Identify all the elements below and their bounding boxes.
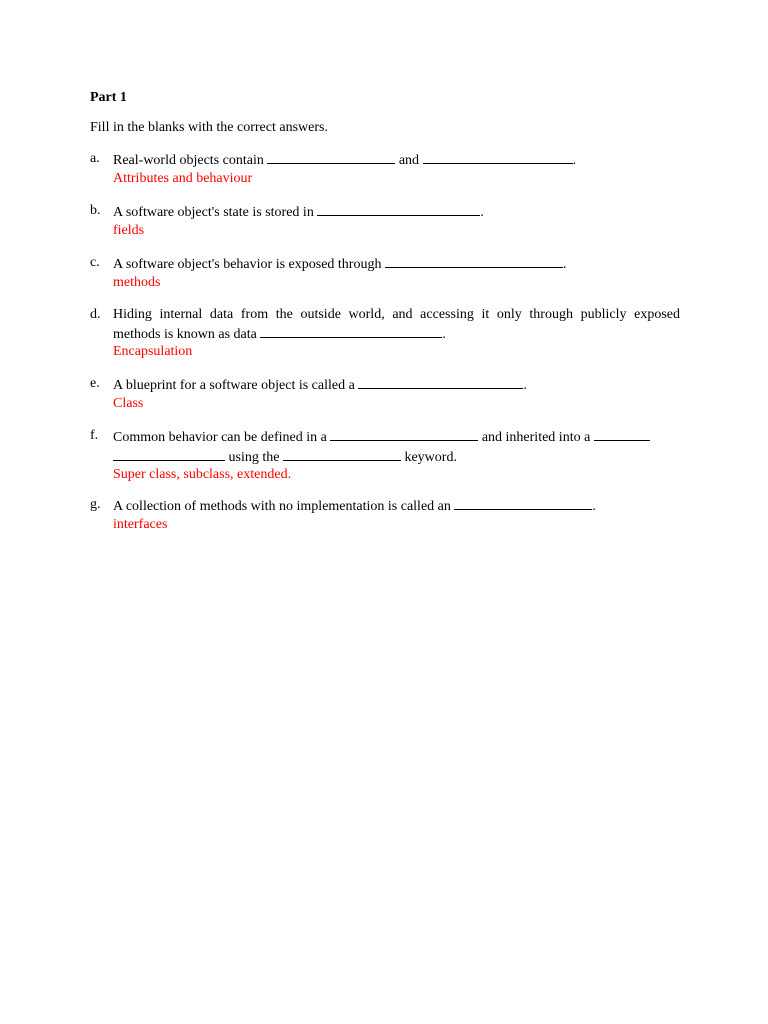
answer-blank [454,496,592,510]
question-text: . [442,326,446,342]
question-marker: a. [90,151,100,166]
question-d [90,306,680,361]
question-text: A software object's state is stored in [113,205,314,220]
answer-text: Attributes and behaviour [113,170,253,186]
question-marker: b. [90,203,101,218]
question-marker: d. [90,307,101,322]
question-text: and [398,153,420,168]
answer-blank [594,427,650,441]
question-f [90,427,680,484]
answer-text: fields [113,222,145,238]
question-text: methods is known as data [113,326,257,342]
question-marker: g. [90,497,101,512]
question-text: using the [228,449,280,465]
question-marker: f. [90,428,99,443]
question-text: . [480,205,484,220]
answer-blank [260,324,442,338]
question-text: . [572,153,577,168]
question-text: A collection of methods with no implementation is called an [113,499,451,514]
answer-blank [423,150,573,164]
question-text: . [523,378,527,393]
answer-text: methods [113,274,161,290]
answer-text: interfaces [113,516,168,532]
answer-blank [385,254,563,268]
question-marker: c. [90,255,100,270]
answer-blank [330,427,478,441]
question-text: A software object's behavior is exposed through [113,257,382,272]
question-text: . [592,499,596,514]
question-text: . [562,257,567,272]
question-line [113,427,680,447]
question-a [90,150,680,187]
answer-text: Class [113,395,144,411]
question-b [90,202,680,239]
question-c [90,254,680,291]
answer-blank [358,375,523,389]
answer-blank [317,202,480,216]
part-heading: Part 1 [90,90,127,105]
answer-blank [267,150,395,164]
question-text: A blueprint for a software object is called a [113,378,355,393]
question-e [90,375,680,412]
question-text: and inherited into a [481,430,591,445]
question-text: Real-world objects contain [113,153,264,168]
instructions: Fill in the blanks with the correct answers. [90,120,328,135]
answer-text: Super class, subclass, extended. [113,467,292,482]
answer-blank [113,447,225,461]
answer-blank [283,447,401,461]
question-text: Common behavior can be defined in a [113,430,327,445]
question-marker: e. [90,376,100,391]
question-text: keyword. [404,449,457,465]
question-g [90,496,680,533]
question-text: Hiding internal data from the outside world, and accessing it only through publicly exposed [113,307,680,322]
answer-text: Encapsulation [113,344,193,359]
